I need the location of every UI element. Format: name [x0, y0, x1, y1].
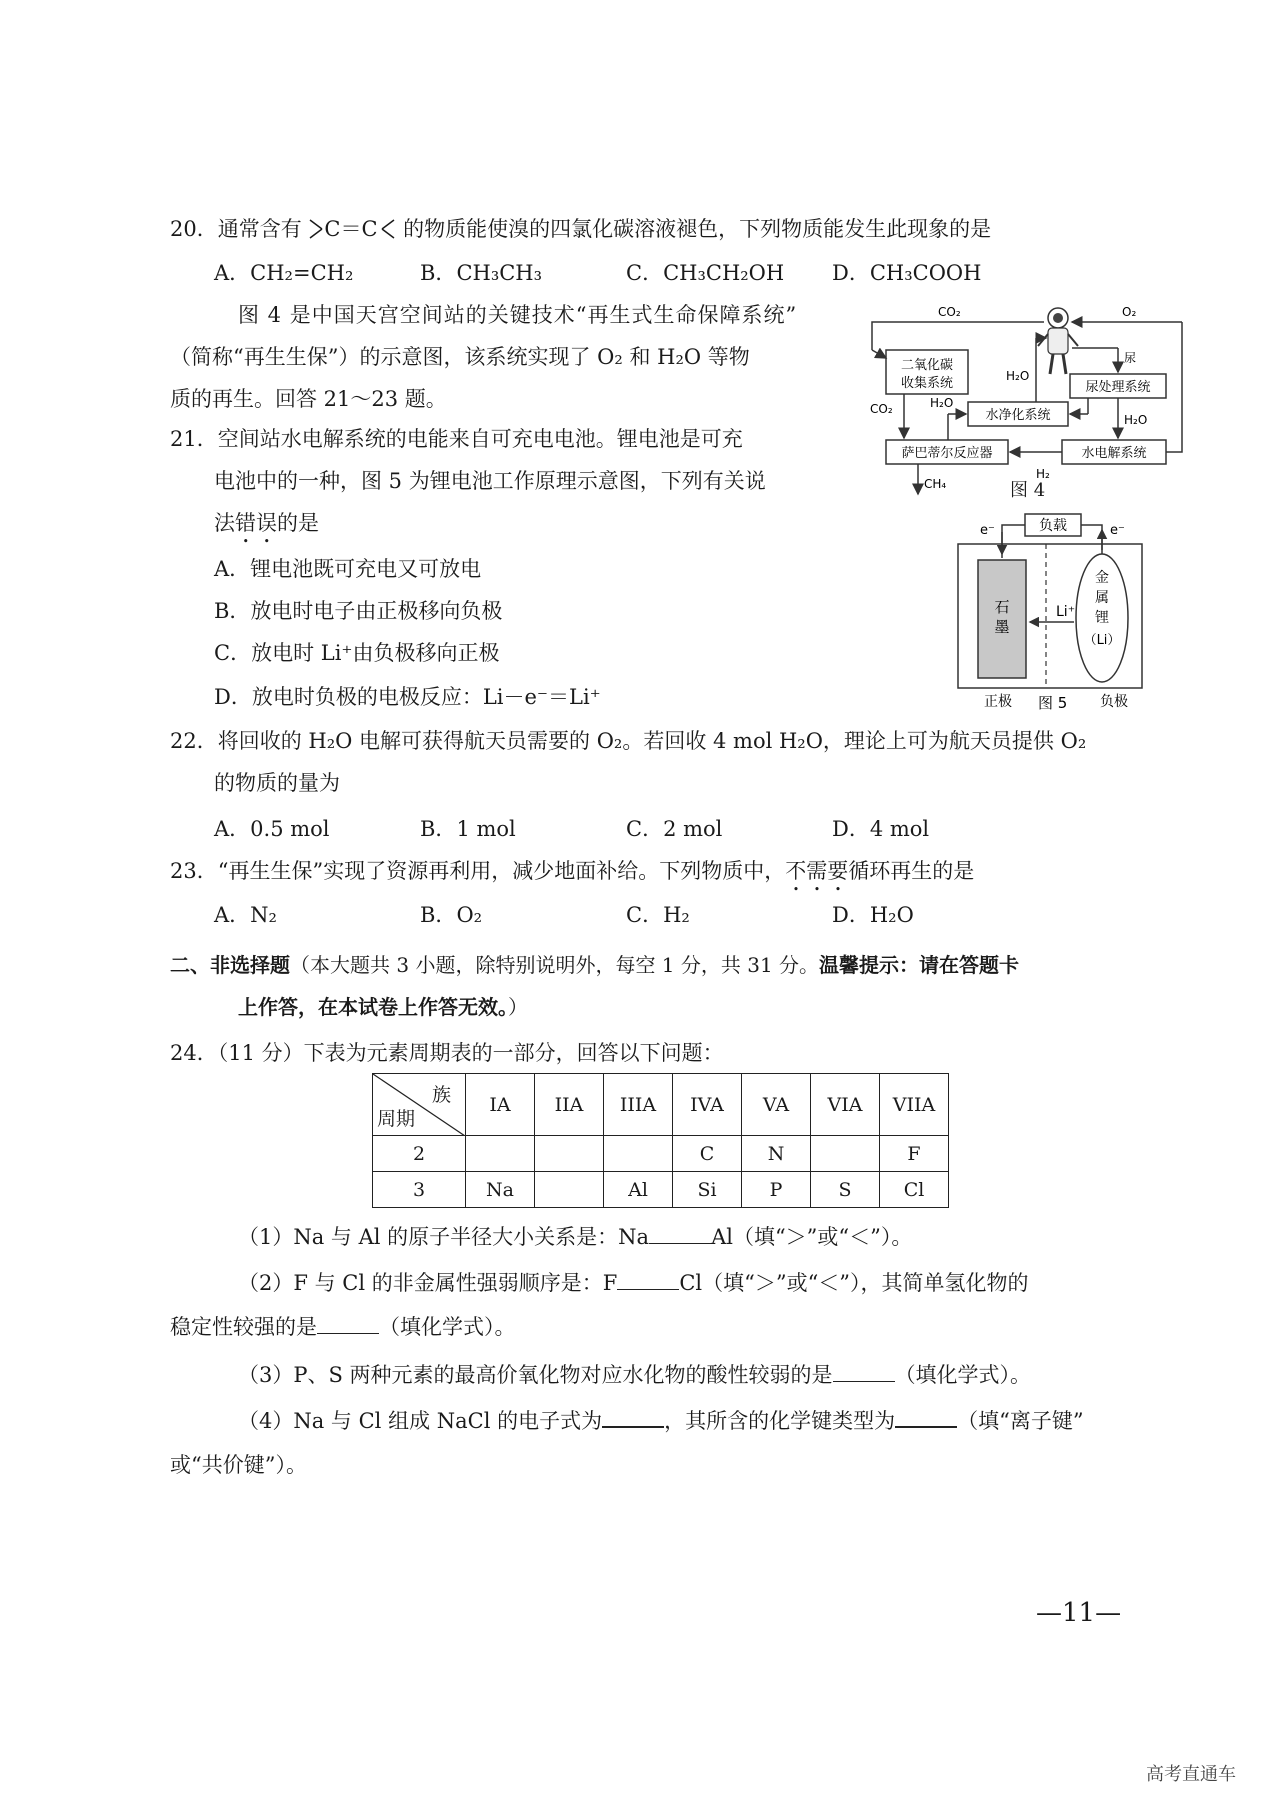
option-text: CH₃CH₃	[456, 261, 543, 285]
option-letter: C．	[626, 261, 664, 285]
option-letter: A．	[214, 817, 251, 841]
option-text: 2 mol	[663, 817, 723, 841]
q21-text: 法	[214, 511, 235, 535]
q20-stem-rest: 的物质能使溴的四氯化碳溶液褪色，下列物质能发生此现象的是	[403, 217, 992, 241]
q24-sub-2-text: （2）F 与 Cl 的非金属性强弱顺序是：F	[238, 1271, 618, 1295]
element-cell	[535, 1172, 604, 1208]
period-cell: 3	[373, 1172, 466, 1208]
section-2-note: （本大题共 3 小题，除特别说明外，每空 1 分，共 31 分。	[290, 953, 820, 977]
electron-right-label: e⁻	[1110, 523, 1125, 538]
option-letter: C．	[626, 903, 664, 927]
option-letter: D．	[832, 261, 870, 285]
table-corner-cell	[373, 1074, 466, 1136]
q24-stem: 24．（11 分）下表为元素周期表的一部分，回答以下问题：	[170, 1041, 724, 1065]
li-ion-label: Li⁺	[1056, 604, 1076, 620]
intro-line-2: （简称“再生生保”）的示意图，该系统实现了 O₂ 和 H₂O 等物	[170, 345, 750, 369]
q24-sub-1-text-end: Al（填“＞”或“＜”）。	[711, 1225, 913, 1249]
option-text: 4 mol	[869, 817, 930, 841]
section-2-note-end: ）	[508, 995, 528, 1019]
graphite-label-2: 墨	[994, 618, 1010, 636]
intro-line-1: 图 4 是中国天宫空间站的关键技术“再生式生命保障系统”	[238, 303, 798, 327]
positive-label: 正极	[984, 694, 1012, 710]
element-cell: Al	[604, 1172, 673, 1208]
answer-blank[interactable]	[617, 1271, 679, 1290]
q24-sub-1-text: （1）Na 与 Al 的原子半径大小关系是：Na	[238, 1225, 650, 1249]
q21-option-b[interactable]	[214, 596, 502, 626]
period-cell: 2	[373, 1136, 466, 1172]
answer-blank[interactable]	[602, 1408, 664, 1428]
table-row	[373, 1172, 949, 1208]
table-row	[373, 1136, 949, 1172]
astronaut-icon	[1038, 308, 1078, 374]
q22-line-2: 的物质的量为	[214, 771, 340, 795]
metal-label-1: 金	[1095, 570, 1109, 586]
q23-text: 23．“再生生保”实现了资源再利用，减少地面补给。下列物质中，	[170, 859, 786, 883]
answer-blank[interactable]	[895, 1408, 957, 1428]
option-text: O₂	[456, 903, 483, 927]
urine-box-label: 尿处理系统	[1085, 380, 1151, 395]
answer-blank[interactable]	[649, 1225, 711, 1244]
q24-sub-1	[238, 1222, 912, 1252]
section-2-tip: 温馨提示：请在答题卡	[819, 953, 1020, 977]
q23-option-a[interactable]	[214, 900, 277, 930]
co2-collect-label-2: 收集系统	[900, 376, 954, 391]
element-cell	[466, 1136, 535, 1172]
q20-option-d[interactable]	[832, 258, 981, 288]
metal-label-2: 属	[1095, 590, 1109, 606]
q23-option-b[interactable]	[420, 900, 482, 930]
co2-left-label: CO₂	[870, 402, 893, 416]
element-cell: P	[742, 1172, 811, 1208]
watermark: 高考直通车	[1146, 1764, 1236, 1785]
q22-option-c[interactable]	[626, 814, 722, 844]
option-text: 放电时电子由正极移向负极	[250, 599, 503, 623]
option-text: CH₂=CH₂	[250, 261, 354, 285]
q24-sub-3-text-end: （填化学式）。	[894, 1363, 1032, 1387]
h2o-arrow-label: H₂O	[930, 396, 954, 410]
q21-line-2: 电池中的一种，图 5 为锂电池工作原理示意图，下列有关说	[214, 469, 766, 493]
group-header: IIIA	[604, 1074, 673, 1136]
element-cell: F	[880, 1136, 949, 1172]
element-cell	[811, 1136, 880, 1172]
group-header: VIIA	[880, 1074, 949, 1136]
group-header: IIA	[535, 1074, 604, 1136]
option-letter: A．	[214, 261, 251, 285]
corner-period-label: 周期	[377, 1108, 416, 1130]
q23-option-d[interactable]	[832, 900, 914, 930]
metal-label-3: 锂	[1095, 610, 1109, 626]
q22-line-1: 22．将回收的 H₂O 电解可获得航天员需要的 O₂。若回收 4 mol H₂O，理论上可为航天员提供 O₂	[170, 729, 1087, 753]
option-letter: B．	[420, 903, 457, 927]
alkene-bond-text: C＝C	[324, 217, 378, 241]
load-label: 负载	[1039, 518, 1067, 534]
option-text: 0.5 mol	[250, 817, 330, 841]
urine-label: 尿	[1124, 351, 1137, 365]
section-2-header	[170, 950, 1019, 980]
q20-option-c[interactable]	[626, 258, 784, 288]
q21-option-d[interactable]	[214, 682, 601, 712]
option-letter: B．	[420, 261, 457, 285]
co2-top-label: CO₂	[938, 305, 961, 319]
figure-4-caption: 图 4	[1010, 480, 1046, 501]
section-2-header-line-2	[238, 992, 528, 1022]
option-letter: B．	[420, 817, 457, 841]
q21-text-end: 的是	[277, 511, 319, 535]
option-letter: D．	[214, 685, 252, 709]
q23-stem	[170, 856, 974, 896]
element-cell: S	[811, 1172, 880, 1208]
corner-group-label: 族	[431, 1084, 451, 1106]
element-cell	[535, 1136, 604, 1172]
q24-sub-2-text-c: 稳定性较强的是	[170, 1315, 317, 1339]
group-header: VIA	[811, 1074, 880, 1136]
q21-emphasis: 错误	[235, 511, 277, 535]
option-letter: D．	[832, 903, 870, 927]
q20-prefix: 20．通常含有	[170, 217, 302, 241]
element-cell: Cl	[880, 1172, 949, 1208]
option-letter: C．	[626, 817, 664, 841]
option-text: CH₃CH₂OH	[663, 261, 785, 285]
o2-top-label: O₂	[1122, 305, 1137, 319]
option-text: 锂电池既可充电又可放电	[250, 557, 482, 581]
element-cell: N	[742, 1136, 811, 1172]
q20-stem	[170, 214, 991, 244]
q21-option-a[interactable]	[214, 554, 481, 584]
option-letter: A．	[214, 903, 251, 927]
element-cell	[604, 1136, 673, 1172]
option-text: 放电时 Li⁺由负极移向正极	[251, 641, 500, 665]
h2o-mid-label: H₂O	[1006, 369, 1030, 383]
option-letter: C．	[214, 641, 252, 665]
group-header: VA	[742, 1074, 811, 1136]
graphite-label-1: 石	[994, 598, 1010, 616]
alkene-bond-structure	[308, 214, 396, 244]
q24-sub-3-text: （3）P、S 两种元素的最高价氧化物对应水化物的酸性较弱的是	[238, 1363, 833, 1387]
option-letter: A．	[214, 557, 251, 581]
q20-option-b[interactable]	[420, 258, 542, 288]
option-text: H₂	[663, 903, 690, 927]
electrolysis-label: 水电解系统	[1081, 446, 1147, 461]
q24-sub-3	[238, 1360, 1031, 1390]
q24-sub-2	[238, 1268, 1029, 1298]
section-2-title: 二、非选择题	[170, 953, 290, 977]
figure-4-diagram	[858, 298, 1190, 506]
q23-emphasis: 不需要	[785, 859, 849, 883]
option-text: 放电时负极的电极反应：Li－e⁻＝Li⁺	[251, 685, 601, 709]
h2o-right-label: H₂O	[1124, 413, 1148, 427]
q21-option-c[interactable]	[214, 638, 500, 668]
ch4-label: CH₄	[924, 477, 947, 491]
figure-5-caption: 图 5	[1038, 694, 1068, 710]
group-header: IVA	[673, 1074, 742, 1136]
option-text: H₂O	[869, 903, 914, 927]
metal-label-4: （Li）	[1083, 633, 1121, 648]
q24-sub-4-line-2: 或“共价键”）。	[170, 1453, 307, 1477]
option-letter: B．	[214, 599, 251, 623]
q24-sub-4-text: （4）Na 与 Cl 组成 NaCl 的电子式为	[238, 1409, 603, 1433]
option-text: N₂	[250, 903, 277, 927]
sabatier-label: 萨巴蒂尔反应器	[901, 446, 993, 461]
negative-label: 负极	[1100, 694, 1128, 710]
q22-option-a[interactable]	[214, 814, 330, 844]
option-text: 1 mol	[456, 817, 516, 841]
periodic-table	[372, 1073, 949, 1208]
q21-line-1: 21．空间站水电解系统的电能来自可充电电池。锂电池是可充	[170, 427, 743, 451]
option-letter: D．	[832, 817, 870, 841]
q20-option-a[interactable]	[214, 258, 353, 288]
q24-sub-2-text-mid: Cl（填“＞”或“＜”），其简单氢化物的	[679, 1271, 1029, 1295]
intro-line-3: 质的再生。回答 21～23 题。	[170, 387, 447, 411]
q23-option-c[interactable]	[626, 900, 690, 930]
q24-sub-2-text-d: （填化学式）。	[379, 1315, 516, 1339]
q24-sub-4-text-c: （填“离子键”	[957, 1409, 1084, 1433]
figure-5-diagram	[950, 510, 1150, 710]
option-text: CH₃COOH	[869, 261, 982, 285]
water-purify-label: 水净化系统	[985, 408, 1051, 423]
co2-collect-label-1: 二氧化碳	[900, 358, 954, 373]
q24-sub-2-line-2	[170, 1312, 516, 1342]
section-2-tip-2: 上作答，在本试卷上作答无效。	[238, 995, 508, 1019]
q23-text-end: 循环再生的是	[848, 859, 975, 883]
group-header: IA	[466, 1074, 535, 1136]
q22-option-b[interactable]	[420, 814, 516, 844]
answer-blank[interactable]	[833, 1363, 895, 1382]
q22-option-d[interactable]	[832, 814, 929, 844]
answer-blank[interactable]	[317, 1315, 379, 1334]
element-cell: Na	[466, 1172, 535, 1208]
element-cell: Si	[673, 1172, 742, 1208]
q21-line-3	[214, 508, 319, 548]
page-number: —11—	[1036, 1598, 1122, 1628]
element-cell: C	[673, 1136, 742, 1172]
electron-left-label: e⁻	[980, 523, 995, 538]
q24-sub-4-text-mid: ，其所含的化学键类型为	[664, 1409, 896, 1433]
q24-sub-4	[238, 1406, 1084, 1436]
h2-label: H₂	[1036, 467, 1050, 481]
